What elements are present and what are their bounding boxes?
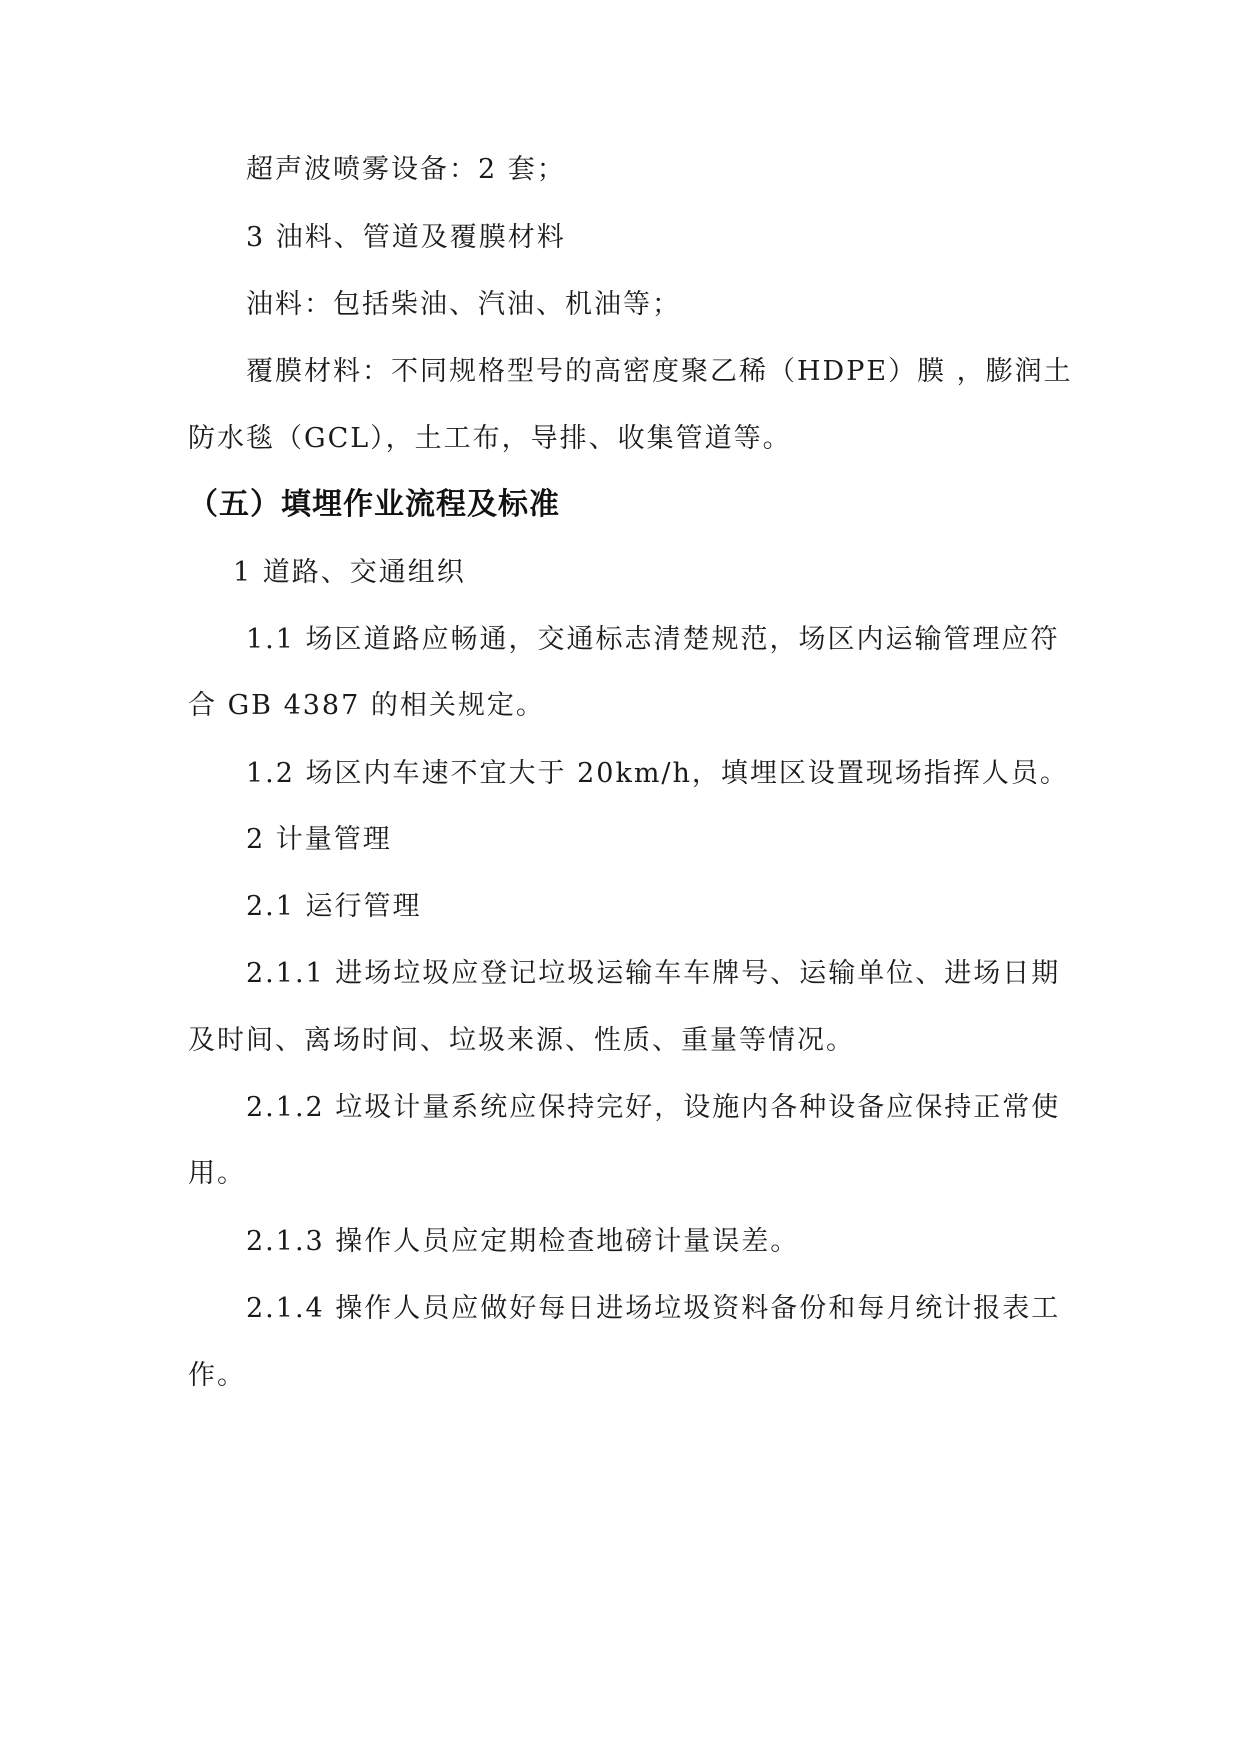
clause-2-1-1-line-2: 及时间、离场时间、垃圾来源、性质、重量等情况。 xyxy=(188,1025,855,1056)
membrane-materials-line-1: 覆膜材料：不同规格型号的高密度聚乙稀（HDPE）膜 ，膨润土 xyxy=(246,356,1073,387)
membrane-materials-line-2: 防水毯（GCL），土工布，导排、收集管道等。 xyxy=(188,423,792,454)
clause-2-1-title: 2.1 运行管理 xyxy=(246,891,422,922)
clause-2-1-1-line-1: 2.1.1 进场垃圾应登记垃圾运输车车牌号、运输单位、进场日期 xyxy=(246,958,1061,989)
equipment-line-spray: 超声波喷雾设备：2 套； xyxy=(246,154,566,185)
clause-2-1-2-line-1: 2.1.2 垃圾计量系统应保持完好，设施内各种设备应保持正常使 xyxy=(246,1092,1061,1123)
clause-2-1-3-line: 2.1.3 操作人员应定期检查地磅计量误差。 xyxy=(246,1226,800,1257)
clause-1-1-line-2: 合 GB 4387 的相关规定。 xyxy=(188,690,545,721)
subsection-1-title: 1 道路、交通组织 xyxy=(233,557,466,588)
clause-2-1-2-line-2: 用。 xyxy=(188,1158,246,1189)
section-3-title: 3 油料、管道及覆膜材料 xyxy=(246,222,566,253)
clause-1-1-line-1: 1.1 场区道路应畅通，交通标志清楚规范，场区内运输管理应符 xyxy=(246,624,1060,655)
subsection-2-title: 2 计量管理 xyxy=(246,824,392,855)
section-heading-5: （五）填埋作业流程及标准 xyxy=(188,487,560,522)
clause-2-1-4-line-2: 作。 xyxy=(188,1360,246,1391)
clause-1-2-line: 1.2 场区内车速不宜大于 20km/h，填埋区设置现场指挥人员。 xyxy=(246,758,1069,789)
clause-2-1-4-line-1: 2.1.4 操作人员应做好每日进场垃圾资料备份和每月统计报表工 xyxy=(246,1293,1061,1324)
oil-materials-line: 油料：包括柴油、汽油、机油等； xyxy=(246,289,681,320)
